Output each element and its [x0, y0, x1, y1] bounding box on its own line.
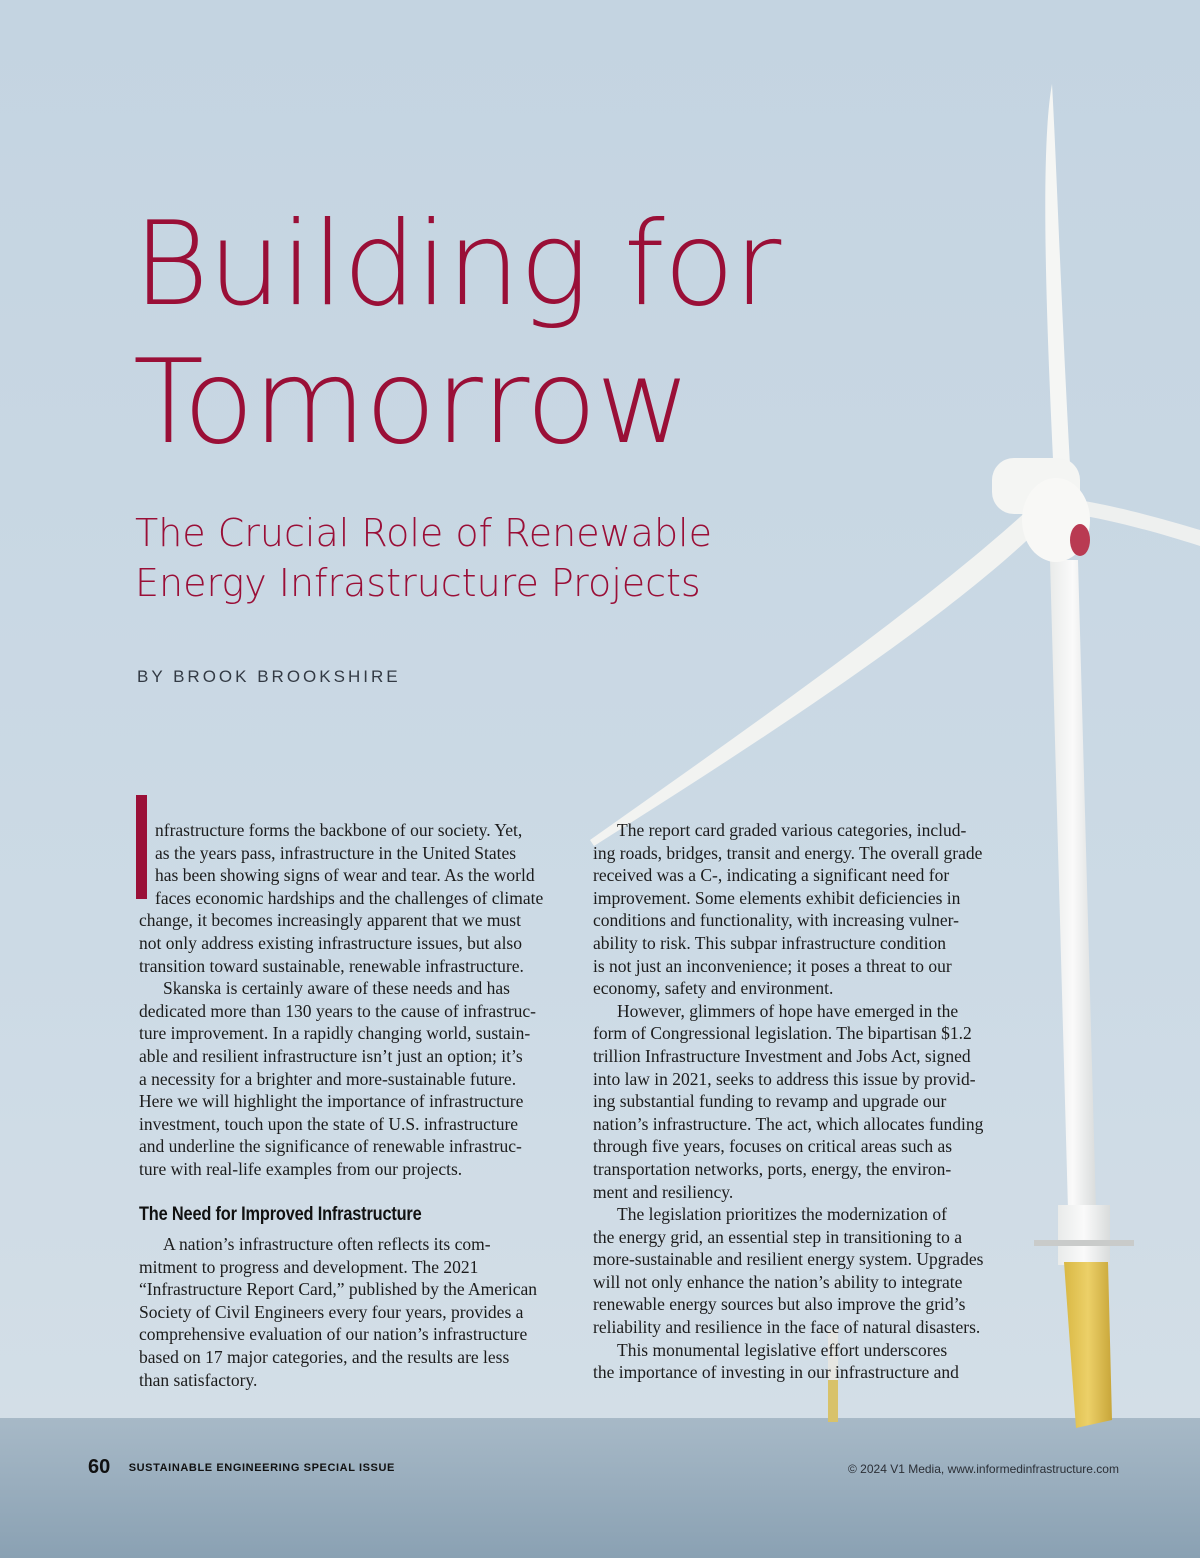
copyright-notice: © 2024 V1 Media, www.informedinfrastructure.com — [848, 1462, 1119, 1476]
body-line: However, glimmers of hope have emerged in the — [617, 1000, 959, 1021]
body-line: will not only enhance the nation’s ability to integrate — [593, 1271, 963, 1292]
page-footer-left — [88, 1456, 395, 1479]
body-line: dedicated more than 130 years to the cause of infrastruc- — [139, 1000, 536, 1021]
body-line: than satisfactory. — [139, 1369, 258, 1390]
body-line: as the years pass, infrastructure in the United States — [155, 842, 517, 863]
body-line: trillion Infrastructure Investment and Jobs Act, signed — [593, 1045, 971, 1066]
section-heading: The Need for Improved Infrastructure — [139, 1204, 422, 1225]
body-line: change, it becomes increasingly apparent that we must — [139, 910, 521, 931]
body-line: nfrastructure forms the backbone of our society. Yet, — [155, 820, 523, 840]
body-line: ing substantial funding to revamp and upgrade our — [593, 1091, 947, 1112]
body-line: reliability and resilience in the face of natural disasters. — [593, 1317, 981, 1338]
body-line: improvement. Some elements exhibit deficiencies in — [593, 887, 961, 908]
left-column-body — [139, 819, 579, 1181]
body-line: The report card graded various categories, includ- — [617, 820, 967, 840]
body-line: comprehensive evaluation of our nation’s infrastructure — [139, 1324, 528, 1345]
body-line: This monumental legislative effort underscores — [617, 1339, 948, 1360]
body-line: conditions and functionality, with increasing vulner- — [593, 910, 959, 931]
body-line: economy, safety and environment. — [593, 978, 834, 999]
article-subtitle — [135, 508, 895, 608]
article-title — [133, 196, 1033, 472]
body-line: mitment to progress and development. The 2021 — [139, 1256, 479, 1277]
body-line: a necessity for a brighter and more-sustainable future. — [139, 1068, 517, 1089]
page-number: 60 — [88, 1456, 111, 1478]
body-line: based on 17 major categories, and the results are less — [139, 1346, 510, 1367]
body-line: able and resilient infrastructure isn’t just an option; it’s — [139, 1045, 523, 1066]
body-line: transition toward sustainable, renewable infrastructure. — [139, 955, 524, 976]
body-line: Skanska is certainly aware of these needs and has — [163, 978, 510, 999]
body-line: investment, touch upon the state of U.S. infrastructure — [139, 1113, 519, 1134]
body-line: through five years, focuses on critical areas such as — [593, 1136, 953, 1157]
body-line: the energy grid, an essential step in transitioning to a — [593, 1226, 963, 1247]
article-title-line-2: Tomorrow — [133, 335, 690, 470]
body-line: ing roads, bridges, transit and energy. The overall grade — [593, 842, 983, 863]
right-column-body — [593, 819, 1033, 1384]
body-line: A nation’s infrastructure often reflects its com- — [163, 1234, 491, 1254]
body-line: into law in 2021, seeks to address this issue by provid- — [593, 1068, 976, 1089]
body-line: ability to risk. This subpar infrastructure condition — [593, 932, 947, 953]
body-line: ment and resiliency. — [593, 1181, 734, 1202]
body-line: ture with real-life examples from our projects. — [139, 1158, 463, 1179]
body-line: not only address existing infrastructure issues, but also — [139, 932, 522, 953]
body-line: is not just an inconvenience; it poses a threat to our — [593, 955, 952, 976]
body-line: faces economic hardships and the challenges of climate — [155, 887, 544, 908]
section-body — [139, 1233, 579, 1391]
body-line: transportation networks, ports, energy, the environ- — [593, 1158, 952, 1179]
body-line: Society of Civil Engineers every four years, provides a — [139, 1301, 524, 1322]
byline: BY BROOK BROOKSHIRE — [137, 667, 401, 686]
article-subtitle-line-1: The Crucial Role of Renewable — [135, 511, 712, 555]
body-line: The legislation prioritizes the modernization of — [617, 1204, 947, 1225]
body-line: the importance of investing in our infrastructure and — [593, 1362, 959, 1383]
article-title-line-1: Building for — [133, 197, 781, 332]
body-line: nation’s infrastructure. The act, which allocates funding — [593, 1113, 984, 1134]
body-line: has been showing signs of wear and tear. As the world — [155, 865, 535, 886]
body-line: Here we will highlight the importance of infrastructure — [139, 1091, 524, 1112]
article-subtitle-line-2: Energy Infrastructure Projects — [135, 561, 701, 605]
body-line: ture improvement. In a rapidly changing world, sustain- — [139, 1023, 531, 1044]
body-line: more-sustainable and resilient energy system. Upgrades — [593, 1249, 984, 1270]
body-line: “Infrastructure Report Card,” published by the American — [139, 1279, 537, 1300]
publication-name: SUSTAINABLE ENGINEERING SPECIAL ISSUE — [128, 1461, 395, 1474]
body-line: form of Congressional legislation. The bipartisan $1.2 — [593, 1023, 972, 1044]
body-line: renewable energy sources but also improve the grid’s — [593, 1294, 966, 1315]
body-line: and underline the significance of renewable infrastruc- — [139, 1136, 522, 1157]
body-line: received was a C-, indicating a significant need for — [593, 865, 950, 886]
